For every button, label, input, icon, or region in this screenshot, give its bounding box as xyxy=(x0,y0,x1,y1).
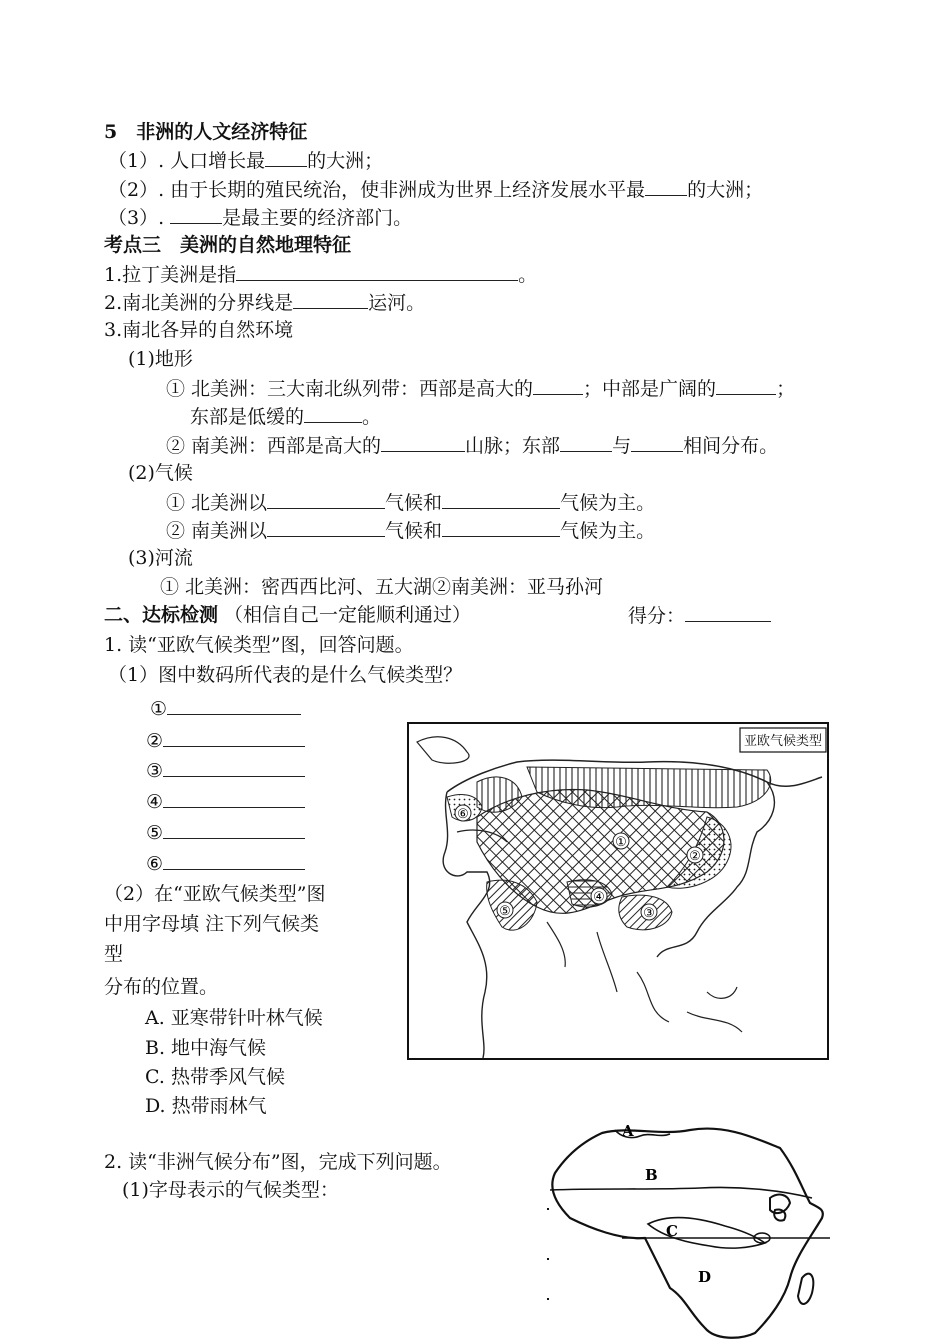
answer-blank[interactable] xyxy=(267,518,385,537)
rivers-text: ① 北美洲：密西西比河、五大湖②南美洲：亚马孙河 xyxy=(160,576,604,598)
q1-sub2-line4: 分布的位置。 xyxy=(104,976,219,998)
q-text: ① 北美洲以 xyxy=(166,492,268,514)
answer-blank[interactable] xyxy=(170,205,222,224)
answer-blank[interactable] xyxy=(533,376,583,395)
answer-blank[interactable] xyxy=(267,490,385,509)
q1-sub2-line2: 中用字母填 注下列气候类 xyxy=(104,913,320,935)
q1-sub1: （1）图中数码所代表的是什么气候类型？ xyxy=(108,664,463,686)
climate-sa-line xyxy=(166,518,655,543)
q-text: ① 北美洲：三大南北纵列带：西部是高大的 xyxy=(166,378,534,400)
part2-subtitle: （相信自己一定能顺利通过） xyxy=(224,604,472,626)
zone-label-b: B xyxy=(645,1166,658,1184)
landform-sa-line xyxy=(166,433,778,458)
number-label: ② xyxy=(146,730,164,752)
climate-label: (2)气候 xyxy=(128,462,193,484)
score-label: 得分： xyxy=(628,605,686,627)
answer-blank[interactable] xyxy=(163,728,305,747)
landform-na-line1 xyxy=(166,376,795,401)
answer-blank[interactable] xyxy=(560,433,612,452)
answer-line-4 xyxy=(146,789,305,814)
part2-title: 二、达标检测 xyxy=(104,604,219,626)
q-text: ② 南美洲以 xyxy=(166,520,268,542)
section5-title: 5 非洲的人文经济特征 xyxy=(104,121,308,143)
item-text: （2）. 由于长期的殖民统治，使非洲成为世界上经济发展水平最 xyxy=(108,179,646,201)
q-text: ； xyxy=(776,378,796,400)
madagascar-outline xyxy=(798,1274,813,1304)
part2-header xyxy=(104,603,471,627)
q-text: 运河。 xyxy=(368,292,426,314)
q1-stem: 1. 读“亚欧气候类型”图，回答问题。 xyxy=(104,634,414,656)
q-text: 气候和 xyxy=(385,520,443,542)
item-text: 是最主要的经济部门。 xyxy=(222,207,413,229)
q-text: 。 xyxy=(518,264,538,286)
number-label: ④ xyxy=(146,791,164,813)
answer-blank[interactable] xyxy=(163,851,305,870)
score-field xyxy=(628,603,771,628)
option-a: A. 亚寒带针叶林气候 xyxy=(145,1007,323,1029)
section5-item-3 xyxy=(108,205,412,230)
answer-line-5 xyxy=(146,820,305,845)
kaodian3-q1 xyxy=(104,262,537,287)
region-label-6: ⑥ xyxy=(457,807,469,822)
answer-blank[interactable] xyxy=(265,148,307,167)
q-text: 1.拉丁美洲是指 xyxy=(104,264,237,286)
q-text: ② 南美洲：西部是高大的 xyxy=(166,435,382,457)
q1-sub2-line1: （2）在“亚欧气候类型”图 xyxy=(104,883,326,905)
landform-na-line2 xyxy=(190,404,381,429)
q-text: 山脉；东部 xyxy=(465,435,561,457)
q-text: 与 xyxy=(612,435,632,457)
item-text: （3）. xyxy=(108,207,171,229)
answer-blank[interactable] xyxy=(442,490,560,509)
region-label-5: ⑤ xyxy=(499,904,511,919)
answer-blank[interactable] xyxy=(304,404,362,423)
map-title: 亚欧气候类型 xyxy=(743,734,823,749)
item-text: （1）. 人口增长最 xyxy=(108,150,266,172)
q-text: ；中部是广阔的 xyxy=(583,378,717,400)
answer-blank[interactable] xyxy=(442,518,560,537)
section5-item-2 xyxy=(108,177,763,202)
eurasia-climate-map xyxy=(407,722,829,1060)
section5-item-1 xyxy=(108,148,383,173)
answer-line-3 xyxy=(146,758,305,783)
number-label: ① xyxy=(150,698,168,720)
answer-blank[interactable] xyxy=(236,262,518,281)
answer-line-6 xyxy=(146,851,305,876)
answer-blank[interactable] xyxy=(163,758,305,777)
africa-climate-map xyxy=(540,1118,836,1340)
answer-blank[interactable] xyxy=(716,376,776,395)
option-d: D. 热带雨林气 xyxy=(145,1095,267,1117)
answer-blank[interactable] xyxy=(163,820,305,839)
q-text: 气候为主。 xyxy=(560,520,656,542)
zone-label-a: A xyxy=(622,1122,634,1140)
q-text: 东部是低缓的 xyxy=(190,406,305,428)
q-text: 相间分布。 xyxy=(683,435,779,457)
zone-label-c: C xyxy=(666,1222,678,1240)
region-label-2: ② xyxy=(689,849,701,864)
q2-sub1: (1)字母表示的气候类型： xyxy=(122,1179,339,1201)
region-label-3: ③ xyxy=(643,906,655,921)
answer-blank[interactable] xyxy=(163,789,305,808)
answer-blank[interactable] xyxy=(293,290,368,309)
kaodian3-q2 xyxy=(104,290,425,315)
number-label: ③ xyxy=(146,760,164,782)
answer-blank[interactable] xyxy=(645,177,687,196)
q-text: 。 xyxy=(362,406,382,428)
zone-label-d: D xyxy=(698,1268,712,1286)
q-text: 2.南北美洲的分界线是 xyxy=(104,292,294,314)
q-text: 气候和 xyxy=(385,492,443,514)
answer-line-1 xyxy=(150,696,301,721)
answer-blank[interactable] xyxy=(631,433,683,452)
number-label: ⑥ xyxy=(146,853,164,875)
item-text: 的大洲； xyxy=(307,150,384,172)
score-blank[interactable] xyxy=(685,603,771,622)
item-text: 的大洲； xyxy=(687,179,764,201)
answer-line-2 xyxy=(146,728,305,753)
number-label: ⑤ xyxy=(146,822,164,844)
region-label-1: ① xyxy=(615,835,627,850)
africa-outline xyxy=(552,1129,823,1338)
kaodian3-q3: 3.南北各异的自然环境 xyxy=(104,319,294,341)
answer-blank[interactable] xyxy=(381,433,465,452)
q1-sub2-line3: 型 xyxy=(104,943,124,965)
rivers-label: (3)河流 xyxy=(128,547,193,569)
region-label-4: ④ xyxy=(593,890,605,905)
q-text: 气候为主。 xyxy=(560,492,656,514)
option-b: B. 地中海气候 xyxy=(145,1037,267,1059)
answer-blank[interactable] xyxy=(167,696,301,715)
option-c: C. 热带季风气候 xyxy=(145,1066,285,1088)
climate-na-line xyxy=(166,490,655,515)
q2-stem: 2. 读“非洲气候分布”图，完成下列问题。 xyxy=(104,1151,452,1173)
landform-label: (1)地形 xyxy=(128,348,193,370)
kaodian3-title: 考点三 美洲的自然地理特征 xyxy=(104,234,352,256)
